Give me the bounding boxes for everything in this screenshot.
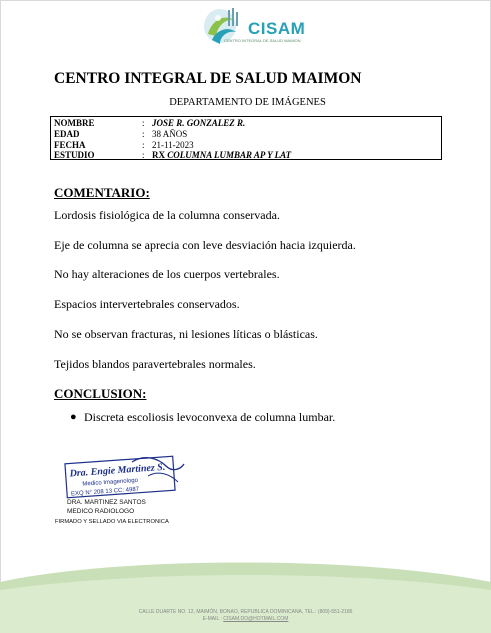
logo-subtitle: CENTRO INTEGRAL DE SALUD MAIMON [224, 38, 301, 43]
study-date: 21-11-2023 [152, 140, 194, 150]
patient-info-box [50, 116, 442, 160]
footer-email-label: E-MAIL : [202, 616, 222, 622]
info-label: FECHA [54, 140, 86, 150]
patient-age: 38 AÑOS [152, 129, 188, 139]
footer-email-link[interactable]: CISAM.DO@HOTMAIL.COM [223, 616, 289, 622]
logo-name: CISAM [248, 19, 306, 38]
info-label: ESTUDIO [54, 150, 95, 160]
signature-stamp [62, 452, 188, 502]
conclusion-heading: CONCLUSION: [54, 386, 147, 401]
stamp-name: Dra. Engie Martinez S. [69, 461, 166, 480]
doctor-name: DRA. MARTINEZ SANTOS [67, 499, 146, 506]
patient-name: JOSE R. GONZALEZ R. [152, 118, 246, 128]
doctor-role: MEDICO RADIOLOGO [67, 508, 135, 515]
info-separator: : [142, 140, 145, 150]
bullet-icon: ● [70, 411, 77, 423]
comment-line: Tejidos blandos paravertebrales normales. [54, 357, 256, 371]
info-label: EDAD [54, 129, 80, 139]
footer-address: CALLE DUARTE NO. 12, MAIMÓN, BONAO, REPUBLICA DOMINICANA, TEL.: (809)-551-2186 [138, 609, 353, 615]
org-title: CENTRO INTEGRAL DE SALUD MAIMON [54, 70, 362, 87]
info-separator: : [142, 129, 145, 139]
footer-email-line [0, 617, 491, 622]
info-label: NOMBRE [54, 118, 95, 128]
comment-line: No hay alteraciones de los cuerpos vertebrales. [54, 267, 280, 281]
info-separator: : [142, 118, 145, 128]
study-value [152, 151, 291, 160]
conclusion-item: Discreta escoliosis levoconvexa de columna lumbar. [84, 410, 336, 424]
footer-wave [0, 560, 491, 633]
stamp-exq: EXQ N° 208 13 CC: 4987 [70, 486, 140, 498]
comment-line: No se observan fracturas, ni lesiones líticas o blásticas. [54, 327, 318, 341]
department-text: DEPARTAMENTO DE IMÁGENES [169, 97, 326, 108]
comment-heading: COMENTARIO: [54, 185, 150, 200]
comment-line: Espacios intervertebrales conservados. [54, 297, 240, 311]
comment-line: Eje de columna se aprecia con leve desviación hacia izquierda. [54, 238, 356, 252]
study-code: RX [152, 150, 165, 160]
department-title [0, 98, 491, 109]
info-separator: : [142, 150, 145, 160]
stamp-title: Medico Imagenologo [82, 477, 139, 488]
study-description: COLUMNA LUMBAR AP Y LAT [167, 150, 292, 160]
signature-note: FIRMADO Y SELLADO VIA ELECTRONICA [55, 519, 169, 525]
comment-line: Lordosis fisiológica de la columna conservada. [54, 208, 280, 222]
